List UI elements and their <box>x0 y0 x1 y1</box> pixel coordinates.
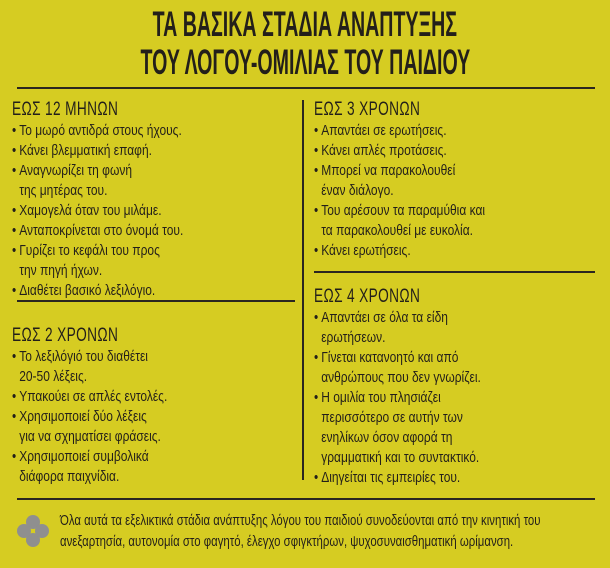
list-item <box>314 388 481 408</box>
list-item <box>314 348 481 368</box>
list-item-text: περισσότερο σε αυτήν των <box>321 409 463 426</box>
list-item-text: Κάνει βλεμματική επαφή. <box>19 142 152 159</box>
page-title-line-1: ΤΑ ΒΑΣΙΚΑ ΣΤΑΔΙΑ ΑΝΑΠΤΥΞΗΣ <box>152 5 458 44</box>
list-item-text: Χαμογελά όταν του μιλάμε. <box>19 202 162 219</box>
list-item <box>12 447 167 467</box>
section-heading: ΕΩΣ 2 ΧΡΟΝΩΝ <box>12 325 119 346</box>
bullet-list <box>314 121 528 261</box>
bullet-list <box>12 347 206 487</box>
list-item-text: Χρησιμοποιεί δύο λέξεις <box>19 408 147 425</box>
list-item <box>314 241 485 261</box>
list-item-continuation <box>314 408 481 428</box>
list-item-text: την πηγή ήχων. <box>19 262 103 279</box>
list-item-text: Του αρέσουν τα παραμύθια και <box>321 202 486 219</box>
section-4-years <box>314 286 523 488</box>
bullet-icon: • <box>314 162 319 179</box>
list-item <box>12 281 183 301</box>
right-section-divider <box>314 271 595 273</box>
list-item-continuation <box>314 181 485 201</box>
list-item-text: Αναγνωρίζει τη φωνή <box>19 162 133 179</box>
list-item-text: Ανταποκρίνεται στο όνομά του. <box>19 222 184 239</box>
list-item-continuation <box>314 328 481 348</box>
bullet-icon: • <box>314 389 319 406</box>
list-item-continuation <box>314 221 485 241</box>
list-item-text: Μπορεί να παρακολουθεί <box>321 162 456 179</box>
bullet-icon: • <box>314 122 319 139</box>
footer-line-2: ανεξαρτησία, αυτονομία στο φαγητό, έλεγχο σφιγκτήρων, ψυχοσυναισθηματική ωρίμανση. <box>60 533 514 550</box>
list-item <box>12 407 167 427</box>
list-item-text: Το λεξιλόγιό του διαθέτει <box>19 348 148 365</box>
list-item-continuation <box>314 368 481 388</box>
list-item-text: ενηλίκων όσον αφορά τη <box>321 429 453 446</box>
list-item-text: ερωτήσεων. <box>321 329 386 346</box>
section-2-years <box>12 325 206 487</box>
list-item-continuation <box>12 467 167 487</box>
column-divider <box>302 100 304 480</box>
list-item-text: Χρησιμοποιεί συμβολικά <box>19 448 149 465</box>
bullet-icon: • <box>12 448 17 465</box>
bullet-icon: • <box>12 242 17 259</box>
list-item <box>12 347 167 367</box>
list-item <box>314 161 485 181</box>
list-item-continuation <box>314 448 481 468</box>
list-item <box>12 161 183 181</box>
list-item <box>314 121 485 141</box>
bullet-icon: • <box>12 282 17 299</box>
bullet-icon: • <box>12 202 17 219</box>
list-item-text: γραμματική και το συντακτικό. <box>321 449 480 466</box>
bullet-icon: • <box>314 349 319 366</box>
list-item-text: Η ομιλία του πλησιάζει <box>321 389 441 406</box>
list-item-text: της μητέρας του. <box>19 182 108 199</box>
list-item-continuation <box>12 261 183 281</box>
list-item-text: τα παρακολουθεί με ευκολία. <box>321 222 473 239</box>
list-item-text: για να σχηματίσει φράσεις. <box>19 428 161 445</box>
list-item-text: Γίνεται κατανοητό και από <box>321 349 459 366</box>
list-item <box>12 201 183 221</box>
bullet-list <box>314 308 523 488</box>
title-divider <box>17 87 595 89</box>
bullet-icon: • <box>314 309 319 326</box>
bullet-icon: • <box>12 122 17 139</box>
list-item-text: Υπακούει σε απλές εντολές. <box>19 388 168 405</box>
list-item-text: Απαντάει σε ερωτήσεις. <box>321 122 447 139</box>
list-item <box>314 468 481 488</box>
section-heading: ΕΩΣ 3 ΧΡΟΝΩΝ <box>314 99 421 120</box>
list-item-text: Κάνει απλές προτάσεις. <box>321 142 447 159</box>
list-item-continuation <box>12 367 167 387</box>
list-item <box>12 141 183 161</box>
list-item-text: 20-50 λέξεις. <box>19 368 88 385</box>
list-item-text: Διαθέτει βασικό λεξιλόγιο. <box>19 282 156 299</box>
bullet-icon: • <box>12 222 17 239</box>
footer-divider <box>17 498 595 500</box>
list-item-text: έναν διάλογο. <box>321 182 394 199</box>
list-item <box>12 387 167 407</box>
list-item-continuation <box>12 181 183 201</box>
section-12-months <box>12 99 226 301</box>
list-item-text: Το μωρό αντιδρά στους ήχους. <box>19 122 182 139</box>
bullet-icon: • <box>12 388 17 405</box>
footer-line-1: Όλα αυτά τα εξελικτικά στάδια ανάπτυξης λόγου του παιδιού συνοδεύονται από την κινητική του <box>60 512 541 529</box>
bullet-icon: • <box>12 348 17 365</box>
list-item-text: Απαντάει σε όλα τα είδη <box>321 309 448 326</box>
list-item-text: Διηγείται τις εμπειρίες του. <box>321 469 461 486</box>
bullet-icon: • <box>12 162 17 179</box>
bullet-icon: • <box>314 202 319 219</box>
list-item-text: Κάνει ερωτήσεις. <box>321 242 411 259</box>
section-heading: ΕΩΣ 4 ΧΡΟΝΩΝ <box>314 286 421 307</box>
list-item-continuation <box>314 428 481 448</box>
list-item-text: ανθρώπους που δεν γνωρίζει. <box>321 369 481 386</box>
bullet-icon: • <box>314 469 319 486</box>
footer-note <box>60 510 540 552</box>
clover-icon <box>16 514 50 548</box>
bullet-icon: • <box>314 142 319 159</box>
bullet-icon: • <box>12 142 17 159</box>
section-3-years <box>314 99 528 261</box>
bullet-icon: • <box>314 242 319 259</box>
section-heading: ΕΩΣ 12 ΜΗΝΩΝ <box>12 99 119 120</box>
bullet-list <box>12 121 226 301</box>
list-item <box>314 308 481 328</box>
list-item <box>314 201 485 221</box>
list-item <box>314 141 485 161</box>
bullet-icon: • <box>12 408 17 425</box>
list-item <box>12 121 183 141</box>
page-title-line-2: ΤΟΥ ΛΟΓΟΥ-ΟΜΙΛΙΑΣ ΤΟΥ ΠΑΙΔΙΟΥ <box>140 43 470 82</box>
list-item <box>12 241 183 261</box>
list-item-text: διάφορα παιχνίδια. <box>19 468 120 485</box>
list-item-text: Γυρίζει το κεφάλι του προς <box>19 242 160 259</box>
list-item <box>12 221 183 241</box>
list-item-continuation <box>12 427 167 447</box>
